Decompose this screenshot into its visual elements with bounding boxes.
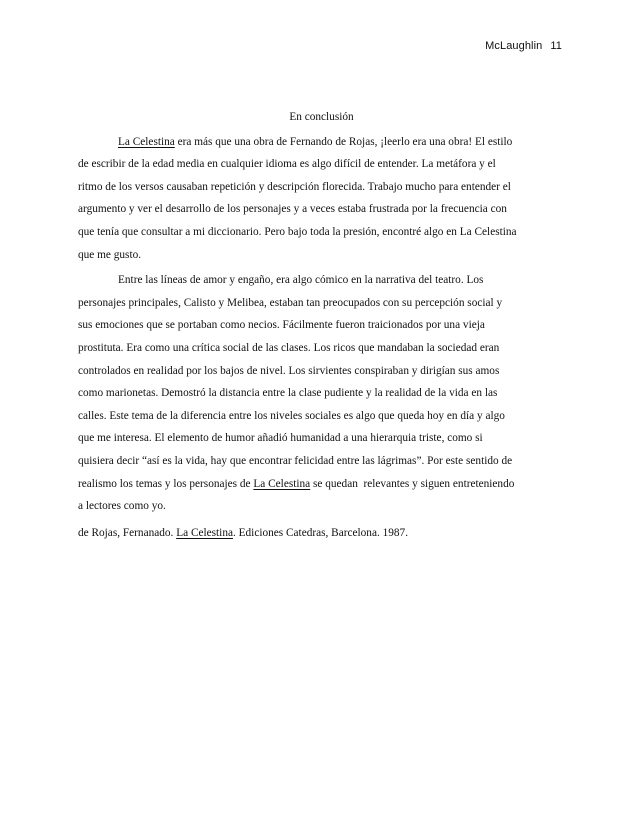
- header-author: McLaughlin: [485, 40, 543, 52]
- paragraph-line: ritmo de los versos causaban repetición y descripción florecida. Trabajo mucho para entender el: [78, 180, 511, 193]
- book-title: La Celestina: [118, 135, 175, 148]
- paragraph-1: [78, 131, 565, 267]
- citation-author: de Rojas, Fernanado.: [78, 526, 177, 539]
- paragraph-line: a lectores como yo.: [78, 500, 166, 513]
- section-heading: En conclusión: [289, 111, 354, 123]
- paragraph-line: sus emociones que se portaban como necios. Fácilmente fueron traicionados por una vieja: [78, 319, 485, 332]
- paragraph-line: quisiera decir “así es la vida, hay que encontrar felicidad entre las lágrimas”. Por este sentido de: [78, 454, 513, 467]
- paragraph-line: que me gusto.: [78, 248, 142, 261]
- paragraph-line: que tenía que consultar a mi diccionario. Pero bajo toda la presión, encontré algo en La Celestina: [78, 225, 517, 238]
- paragraph-line: prostituta. Era como una crítica social de las clases. Los ricos que mandaban la sociedad eran: [78, 341, 500, 354]
- document-body: [78, 106, 565, 544]
- paragraph-line: argumento y ver el desarrollo de los personajes y a veces estaba frustrada por la frecuencia con: [78, 203, 507, 216]
- paragraph-line: personajes principales, Calisto y Melibea, estaban tan preocupados con su percepción social y: [78, 296, 503, 309]
- paragraph-line: realismo los temas y los personajes de La Celestina se quedan relevantes y siguen entreteniendo: [78, 477, 515, 490]
- citation-details: . Ediciones Catedras, Barcelona. 1987.: [232, 526, 409, 539]
- paragraph-2: [78, 269, 565, 518]
- paragraph-line: Entre las líneas de amor y engaño, era algo cómico en la narrativa del teatro. Los: [118, 274, 484, 287]
- paragraph-line: de escribir de la edad media en cualquier idioma es algo difícil de entender. La metáfora y el: [78, 158, 496, 171]
- header-page-number: 11: [550, 40, 562, 52]
- paragraph-line: como marionetas. Demostró la distancia entre la clase pudiente y la realidad de la vida en las: [78, 387, 498, 400]
- citation-title: La Celestina: [176, 526, 233, 539]
- book-title: La Celestina: [253, 477, 311, 490]
- paragraph-line: que me interesa. El elemento de humor añadió humanidad a una hierarquia triste, como si: [78, 432, 483, 445]
- paragraph-line: calles. Este tema de la diferencia entre los niveles sociales es algo que queda hoy en día y algo: [78, 409, 505, 422]
- paragraph-line: La Celestina era más que una obra de Fernando de Rojas, ¡leerlo era una obra! El estilo: [118, 135, 513, 148]
- paragraph-line: controlados en realidad por los bajos de nivel. Los sirvientes conspiraban y dirigían sus amos: [78, 364, 500, 377]
- running-head: [485, 40, 562, 52]
- works-cited-entry: [78, 522, 565, 545]
